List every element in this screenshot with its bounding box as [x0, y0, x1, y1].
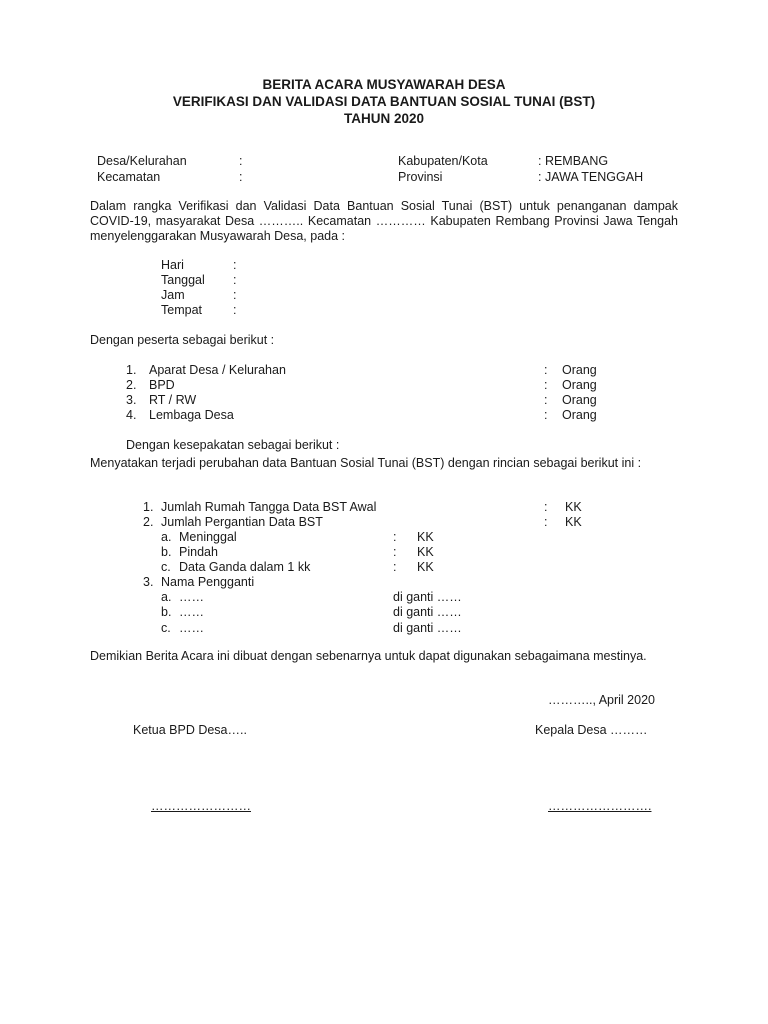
peserta-colon: : — [544, 408, 548, 422]
peserta-label: BPD — [149, 378, 175, 392]
pengganti-number: c. — [161, 621, 171, 635]
sub-colon: : — [393, 545, 397, 559]
title-line-3: TAHUN 2020 — [343, 111, 425, 126]
schedule-colon: : — [233, 303, 237, 317]
kabupaten-label: Kabupaten/Kota — [398, 154, 488, 168]
kecamatan-colon: : — [239, 170, 243, 184]
pengganti-number: a. — [161, 590, 172, 604]
sub-colon: : — [393, 530, 397, 544]
rincian-unit: KK — [565, 500, 582, 514]
sub-label: Pindah — [179, 545, 218, 559]
peserta-label: Aparat Desa / Kelurahan — [149, 363, 286, 377]
sub-unit: KK — [417, 530, 434, 544]
kepala-desa-title: Kepala Desa ……… — [535, 723, 648, 737]
peserta-number: 2. — [126, 378, 137, 392]
sub-label: Data Ganda dalam 1 kk — [179, 560, 311, 574]
sub-label: Meninggal — [179, 530, 237, 544]
title-line-1: BERITA ACARA MUSYAWARAH DESA — [262, 77, 506, 92]
peserta-unit: Orang — [562, 408, 597, 422]
rincian-colon: : — [544, 515, 548, 529]
rincian-colon: : — [544, 500, 548, 514]
desa-colon: : — [239, 154, 243, 168]
sub-colon: : — [393, 560, 397, 574]
pernyataan-paragraph: Menyatakan terjadi perubahan data Bantuan Sosial Tunai (BST) dengan rincian sebagai berikut ini : — [90, 456, 642, 470]
peserta-colon: : — [544, 393, 548, 407]
schedule-jam-label: Jam — [161, 288, 185, 302]
peserta-number: 4. — [126, 408, 137, 422]
kabupaten-value: : REMBANG — [538, 154, 609, 168]
pengganti-name: …… — [179, 605, 204, 619]
intro-paragraph: Dalam rangka Verifikasi dan Validasi Data Bantuan Sosial Tunai (BST) untuk penanganan dampak COVID-19, masyarakat Desa ……….. Kecamatan ………… Kabupaten Rembang Provinsi Jawa Tengah menyelenggarakan Musyawarah Desa, pada : — [90, 199, 678, 243]
date-line: ……….., April 2020 — [548, 693, 655, 707]
rincian-number: 1. — [143, 500, 154, 514]
pengganti-number: b. — [161, 605, 172, 619]
pengganti-replace: di ganti …… — [393, 621, 462, 635]
kesepakatan-heading: Dengan kesepakatan sebagai berikut : — [126, 438, 340, 452]
sub-unit: KK — [417, 560, 434, 574]
pengganti-name: …… — [179, 621, 204, 635]
sub-unit: KK — [417, 545, 434, 559]
rincian-label: Nama Pengganti — [161, 575, 255, 589]
peserta-number: 3. — [126, 393, 137, 407]
rincian-unit: KK — [565, 515, 582, 529]
ketua-bpd-title: Ketua BPD Desa….. — [133, 723, 247, 737]
kecamatan-label: Kecamatan — [97, 170, 161, 184]
sub-number: b. — [161, 545, 172, 559]
pengganti-replace: di ganti …… — [393, 590, 462, 604]
peserta-colon: : — [544, 363, 548, 377]
pengganti-replace: di ganti …… — [393, 605, 462, 619]
peserta-unit: Orang — [562, 363, 597, 377]
rincian-number: 3. — [143, 575, 154, 589]
peserta-label: Lembaga Desa — [149, 408, 234, 422]
schedule-colon: : — [233, 258, 237, 272]
peserta-label: RT / RW — [149, 393, 197, 407]
rincian-label: Jumlah Pergantian Data BST — [161, 515, 323, 529]
provinsi-value: : JAWA TENGGAH — [538, 170, 644, 184]
peserta-colon: : — [544, 378, 548, 392]
title-line-2: VERIFIKASI DAN VALIDASI DATA BANTUAN SOSIAL TUNAI (BST) — [172, 94, 596, 109]
peserta-unit: Orang — [562, 378, 597, 392]
provinsi-label: Provinsi — [398, 170, 443, 184]
desa-label: Desa/Kelurahan — [97, 154, 187, 168]
peserta-unit: Orang — [562, 393, 597, 407]
peserta-intro: Dengan peserta sebagai berikut : — [90, 333, 275, 347]
schedule-hari-label: Hari — [161, 258, 184, 272]
sub-number: c. — [161, 560, 171, 574]
schedule-tanggal-label: Tanggal — [161, 273, 205, 287]
kepala-desa-signature-line: ……………………. — [548, 799, 652, 813]
sub-number: a. — [161, 530, 172, 544]
rincian-label: Jumlah Rumah Tangga Data BST Awal — [161, 500, 377, 514]
closing-paragraph: Demikian Berita Acara ini dibuat dengan sebenarnya untuk dapat digunakan sebagaimana mestinya. — [90, 649, 647, 663]
schedule-tempat-label: Tempat — [161, 303, 202, 317]
ketua-bpd-signature-line: …………………… — [151, 799, 251, 813]
peserta-number: 1. — [126, 363, 137, 377]
schedule-colon: : — [233, 273, 237, 287]
schedule-colon: : — [233, 288, 237, 302]
pengganti-name: …… — [179, 590, 204, 604]
rincian-number: 2. — [143, 515, 154, 529]
